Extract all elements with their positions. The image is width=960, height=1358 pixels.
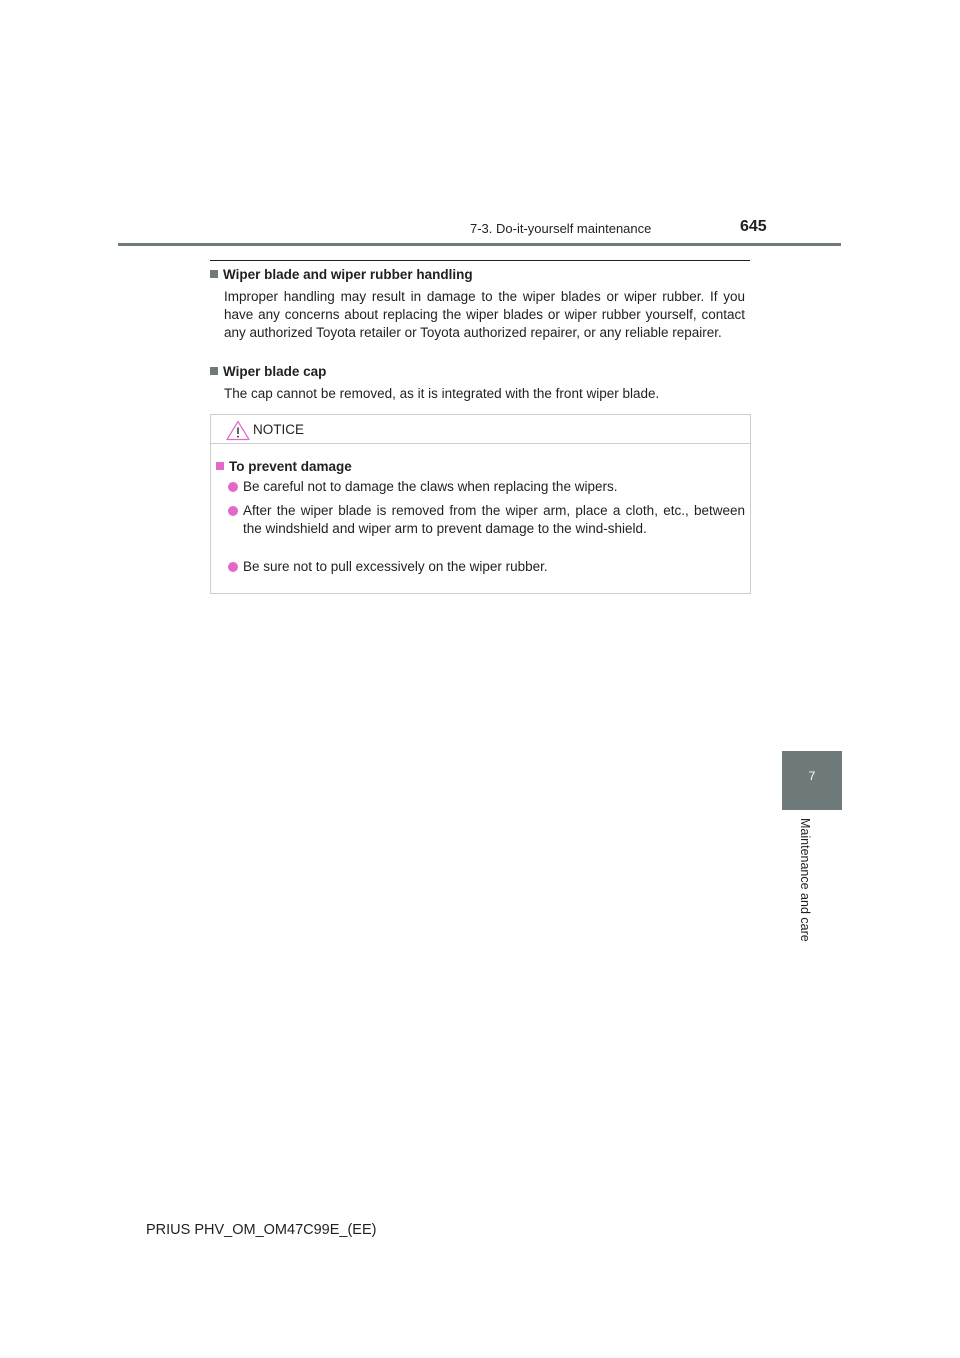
- section-heading: Wiper blade cap: [210, 363, 326, 381]
- chapter-tab: [782, 751, 842, 810]
- section-title: 7-3. Do-it-yourself maintenance: [470, 221, 652, 236]
- section-body: Improper handling may result in damage to the wiper blades or wiper rubber. If you have any concerns about replacing the wiper blades or wiper rubber yourself, contact any authorized Toyota retailer or Toyota authorized repairer, or any reliable repairer.: [224, 289, 745, 340]
- dot-bullet-icon: [228, 562, 238, 572]
- notice-list-item: Be sure not to pull excessively on the wiper rubber.: [228, 558, 745, 576]
- page-number: 645: [740, 218, 767, 235]
- notice-heading: To prevent damage: [216, 458, 352, 476]
- content-divider: [210, 260, 750, 261]
- notice-header: [211, 415, 750, 444]
- document-code: PRIUS PHV_OM_OM47C99E_(EE): [146, 1222, 377, 1238]
- dot-bullet-icon: [228, 506, 238, 516]
- section-heading: Wiper blade and wiper rubber handling: [210, 266, 473, 284]
- warning-triangle-icon: [226, 420, 250, 441]
- header-divider: [118, 243, 841, 246]
- chapter-number: 7: [808, 769, 816, 783]
- chapter-title: Maintenance and care: [798, 818, 812, 942]
- dot-bullet-icon: [228, 482, 238, 492]
- square-bullet-icon: [210, 367, 218, 375]
- notice-label: NOTICE: [253, 422, 305, 437]
- notice-box: [210, 414, 751, 594]
- notice-list-item: After the wiper blade is removed from the wiper arm, place a cloth, etc., between the windshield and wiper arm to prevent damage to the wind-shield.: [228, 502, 745, 538]
- section-body: The cap cannot be removed, as it is integrated with the front wiper blade.: [224, 386, 660, 401]
- square-bullet-icon: [210, 270, 218, 278]
- square-bullet-icon: [216, 462, 224, 470]
- notice-list-item: Be careful not to damage the claws when replacing the wipers.: [228, 478, 745, 496]
